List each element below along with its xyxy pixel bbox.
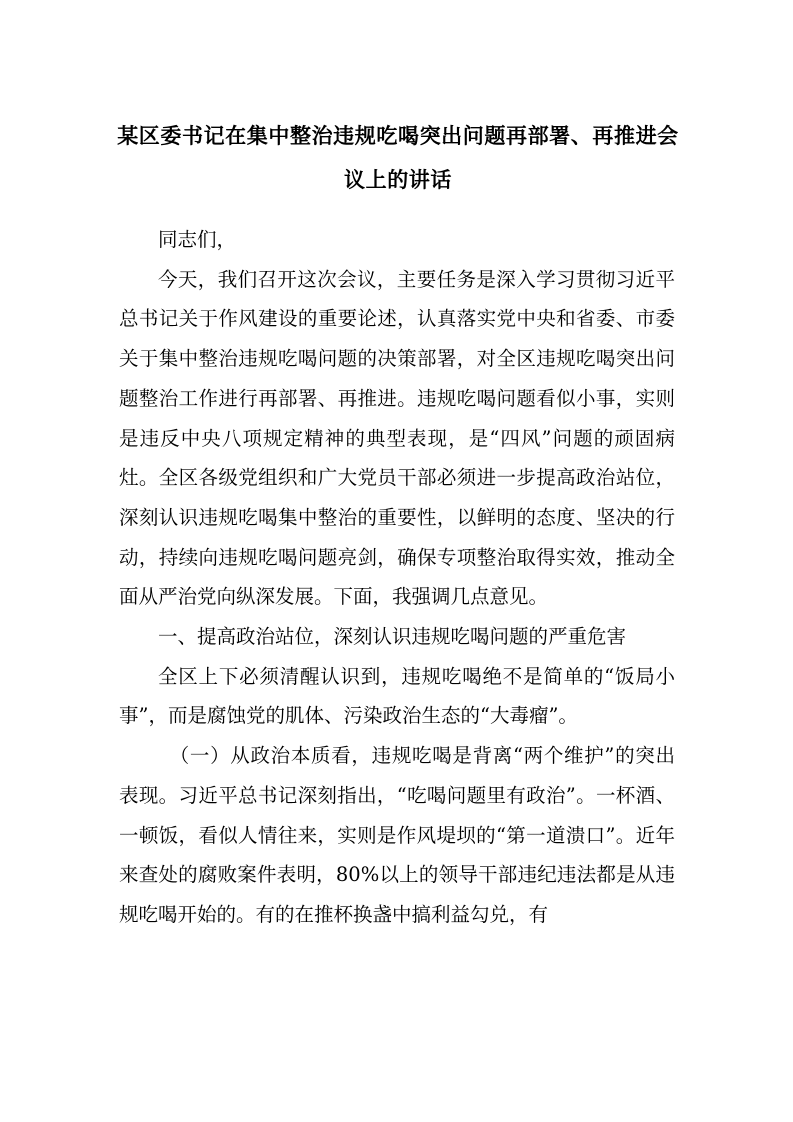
document-body: [119, 220, 675, 935]
paragraph-section-1: 全区上下必须清醒认识到，违规吃喝绝不是简单的“饭局小事”，而是腐蚀党的肌体、污染政治生态的“大毒瘤”。: [119, 664, 675, 728]
paragraph-intro: 今天，我们召开这次会议，主要任务是深入学习贯彻习近平总书记关于作风建设的重要论述，认真落实党中央和省委、市委关于集中整治违规吃喝问题的决策部署，对全区违规吃喝突出问题整治工作进行再部署、再推进。违规吃喝问题看似小事，实则是违反中央八项规定精神的典型表现，是“四风”问题的顽固病灶。全区各级党组织和广大党员干部必须进一步提高政治站位，深刻认识违规吃喝集中整治的重要性，以鲜明的态度、坚决的行动，持续向违规吃喝问题亮剑，确保专项整治取得实效，推动全面从严治党向纵深发展。下面，我强调几点意见。: [119, 267, 675, 609]
salutation: 同志们，: [158, 228, 237, 251]
document-title: 某区委书记在集中整治违规吃喝突出问题再部署、再推进会议上的讲话: [117, 123, 679, 192]
section-heading-1: 一、提高政治站位，深刻认识违规吃喝问题的严重危害: [158, 625, 627, 649]
subsection-1: （一）从政治本质看，违规吃喝是背离“两个维护”的突出表现。习近平总书记深刻指出，“吃喝问题里有政治”。一杯酒、一顿饭，看似人情往来，实则是作风堤坝的“第一道溃口”。近年来查处的腐败案件表明，80%以上的领导干部违纪违法都是从违规吃喝开始的。有的在推杯换盏中搞利益勾兑，有: [119, 744, 675, 926]
